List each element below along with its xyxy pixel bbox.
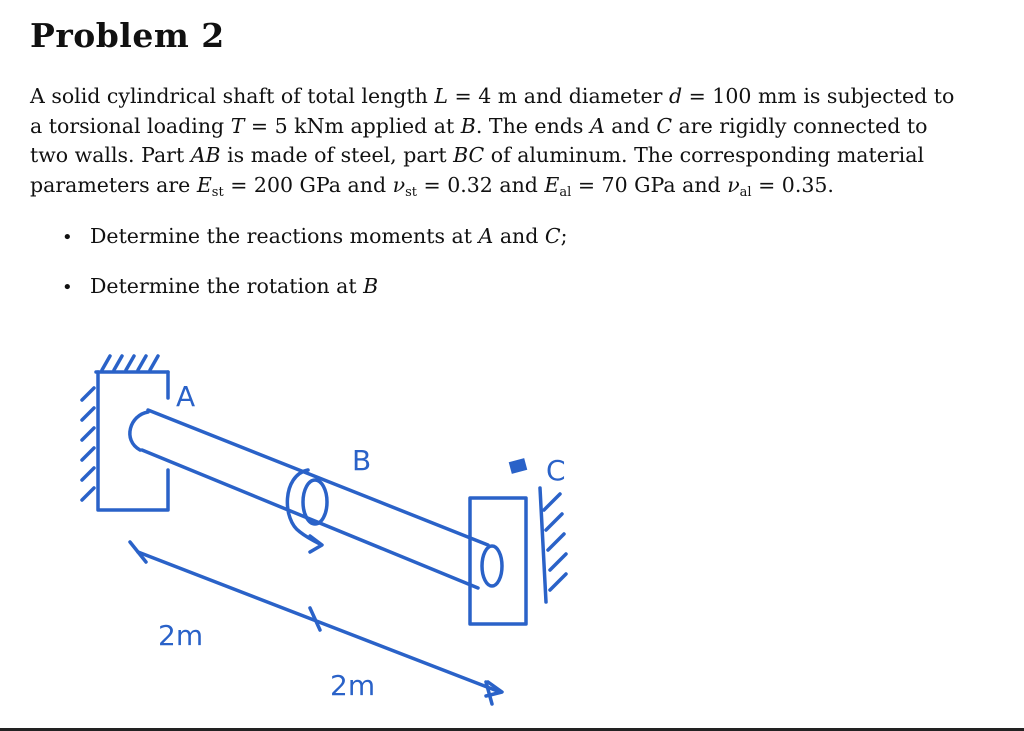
dimension-label-1: 2m <box>158 619 204 652</box>
statement-line-3: two walls. Part AB is made of steel, part BC of aluminum. The corresponding material <box>30 143 925 167</box>
wall-c-edge <box>540 488 546 602</box>
label-b: B <box>352 444 372 477</box>
shaft-end-a <box>130 412 148 450</box>
task-item-rotation: • Determine the rotation at B <box>62 272 568 302</box>
task-item-reactions: • Determine the reactions moments at A and C; <box>62 222 568 252</box>
shaft-sketch <box>60 340 620 720</box>
section-b <box>303 480 327 524</box>
problem-title: Problem 2 <box>30 16 225 55</box>
task-list <box>62 222 568 322</box>
bullet-icon: • <box>62 277 73 298</box>
problem-statement <box>30 82 980 207</box>
dim-tick-start <box>130 542 146 562</box>
torque-arrowhead <box>310 536 322 552</box>
wall-c-block <box>470 498 526 624</box>
statement-line-2: a torsional loading T = 5 kNm applied at B. The ends A and C are rigidly connected to <box>30 113 928 138</box>
label-c: C <box>546 454 566 487</box>
label-a: A <box>176 380 196 413</box>
bullet-icon: • <box>62 227 73 248</box>
scribble-mark <box>509 458 528 474</box>
shaft-diagram <box>60 340 620 720</box>
dimension-label-2: 2m <box>330 669 376 702</box>
wall-c-hatch <box>544 494 566 590</box>
statement-line-1: A solid cylindrical shaft of total length L = 4 m and diameter d = 100 mm is subjected to <box>30 84 955 108</box>
wall-a-hatch-side <box>82 388 94 500</box>
wall-a-hatch-top <box>102 356 158 370</box>
statement-line-4: parameters are $E_{st} = 200$ GPa and $\nu_{st} = 0.32$ and $E_{al} = 70$ GPa and $\nu_{al} = 0.35$. <box>30 172 834 200</box>
shaft-bottom-edge <box>142 450 478 588</box>
shaft-end-c <box>482 546 502 586</box>
